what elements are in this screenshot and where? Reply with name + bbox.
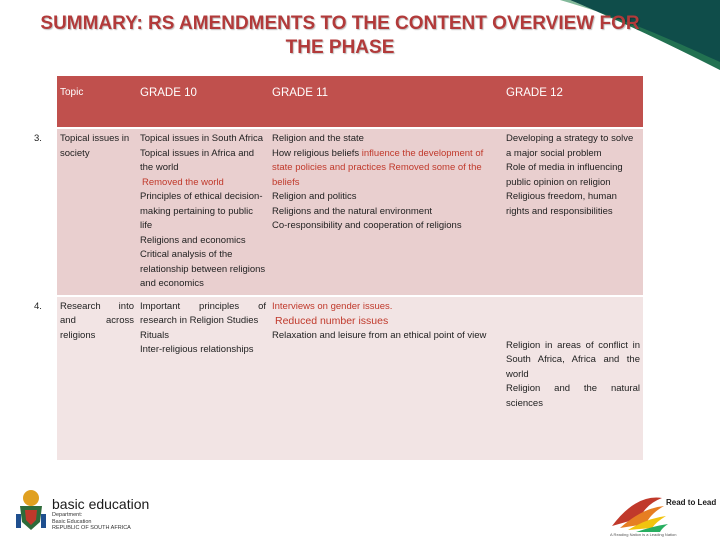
header-num-cell: [31, 76, 57, 128]
header-grade-11: GRADE 11: [269, 76, 503, 128]
department-logo: basic education Department: Basic Education REPUBLIC OF SOUTH AFRICA: [52, 496, 150, 531]
grade-10-cell: Important principles of research in Religion Studies Rituals Inter-religious relationships: [137, 296, 269, 460]
table-header-row: [31, 76, 643, 128]
grade-10-cell: Topical issues in South Africa Topical issues in Africa and the world Removed the world Principles of ethical decision-making pertaining to public life Religions and economics Critical analysis of the relationship between religions and economics: [137, 128, 269, 296]
table-row: [31, 128, 643, 296]
coat-of-arms-icon: [14, 488, 48, 532]
amendments-table: [31, 76, 643, 460]
header-grade-12: GRADE 12: [503, 76, 643, 128]
topic-cell: Research into and across religions: [57, 296, 137, 460]
page-title: SUMMARY: RS AMENDMENTS TO THE CONTENT OVERVIEW FOR THE PHASE: [40, 13, 640, 58]
grade-12-cell: Developing a strategy to solve a major social problem Role of media in influencing public opinion on religion Religious freedom, human rights and responsibilities: [503, 128, 643, 296]
row-number: 3.: [31, 128, 57, 296]
header-grade-10: GRADE 10: [137, 76, 269, 128]
table-row: [31, 296, 643, 460]
header-topic: Topic: [57, 76, 137, 128]
grade-12-cell: Religion in areas of conflict in South Africa, Africa and the world Religion and the natural sciences: [503, 296, 643, 460]
row-number: 4.: [31, 296, 57, 460]
brand-name: basic education: [52, 496, 150, 512]
topic-cell: Topical issues in society: [57, 128, 137, 296]
grade-11-cell: Interviews on gender issues. Reduced number issues Relaxation and leisure from an ethical point of view: [269, 296, 503, 460]
grade-11-cell: Religion and the state How religious beliefs influence the development of state policies and practices Removed some of the beliefs Religion and politics Religions and the natural environment Co-responsibility and cooperation of religions: [269, 128, 503, 296]
campaign-tagline: A Reading Nation is a Leading Nation: [610, 532, 677, 537]
campaign-name: Read to Lead: [666, 498, 716, 507]
read-to-lead-logo: [606, 488, 716, 538]
